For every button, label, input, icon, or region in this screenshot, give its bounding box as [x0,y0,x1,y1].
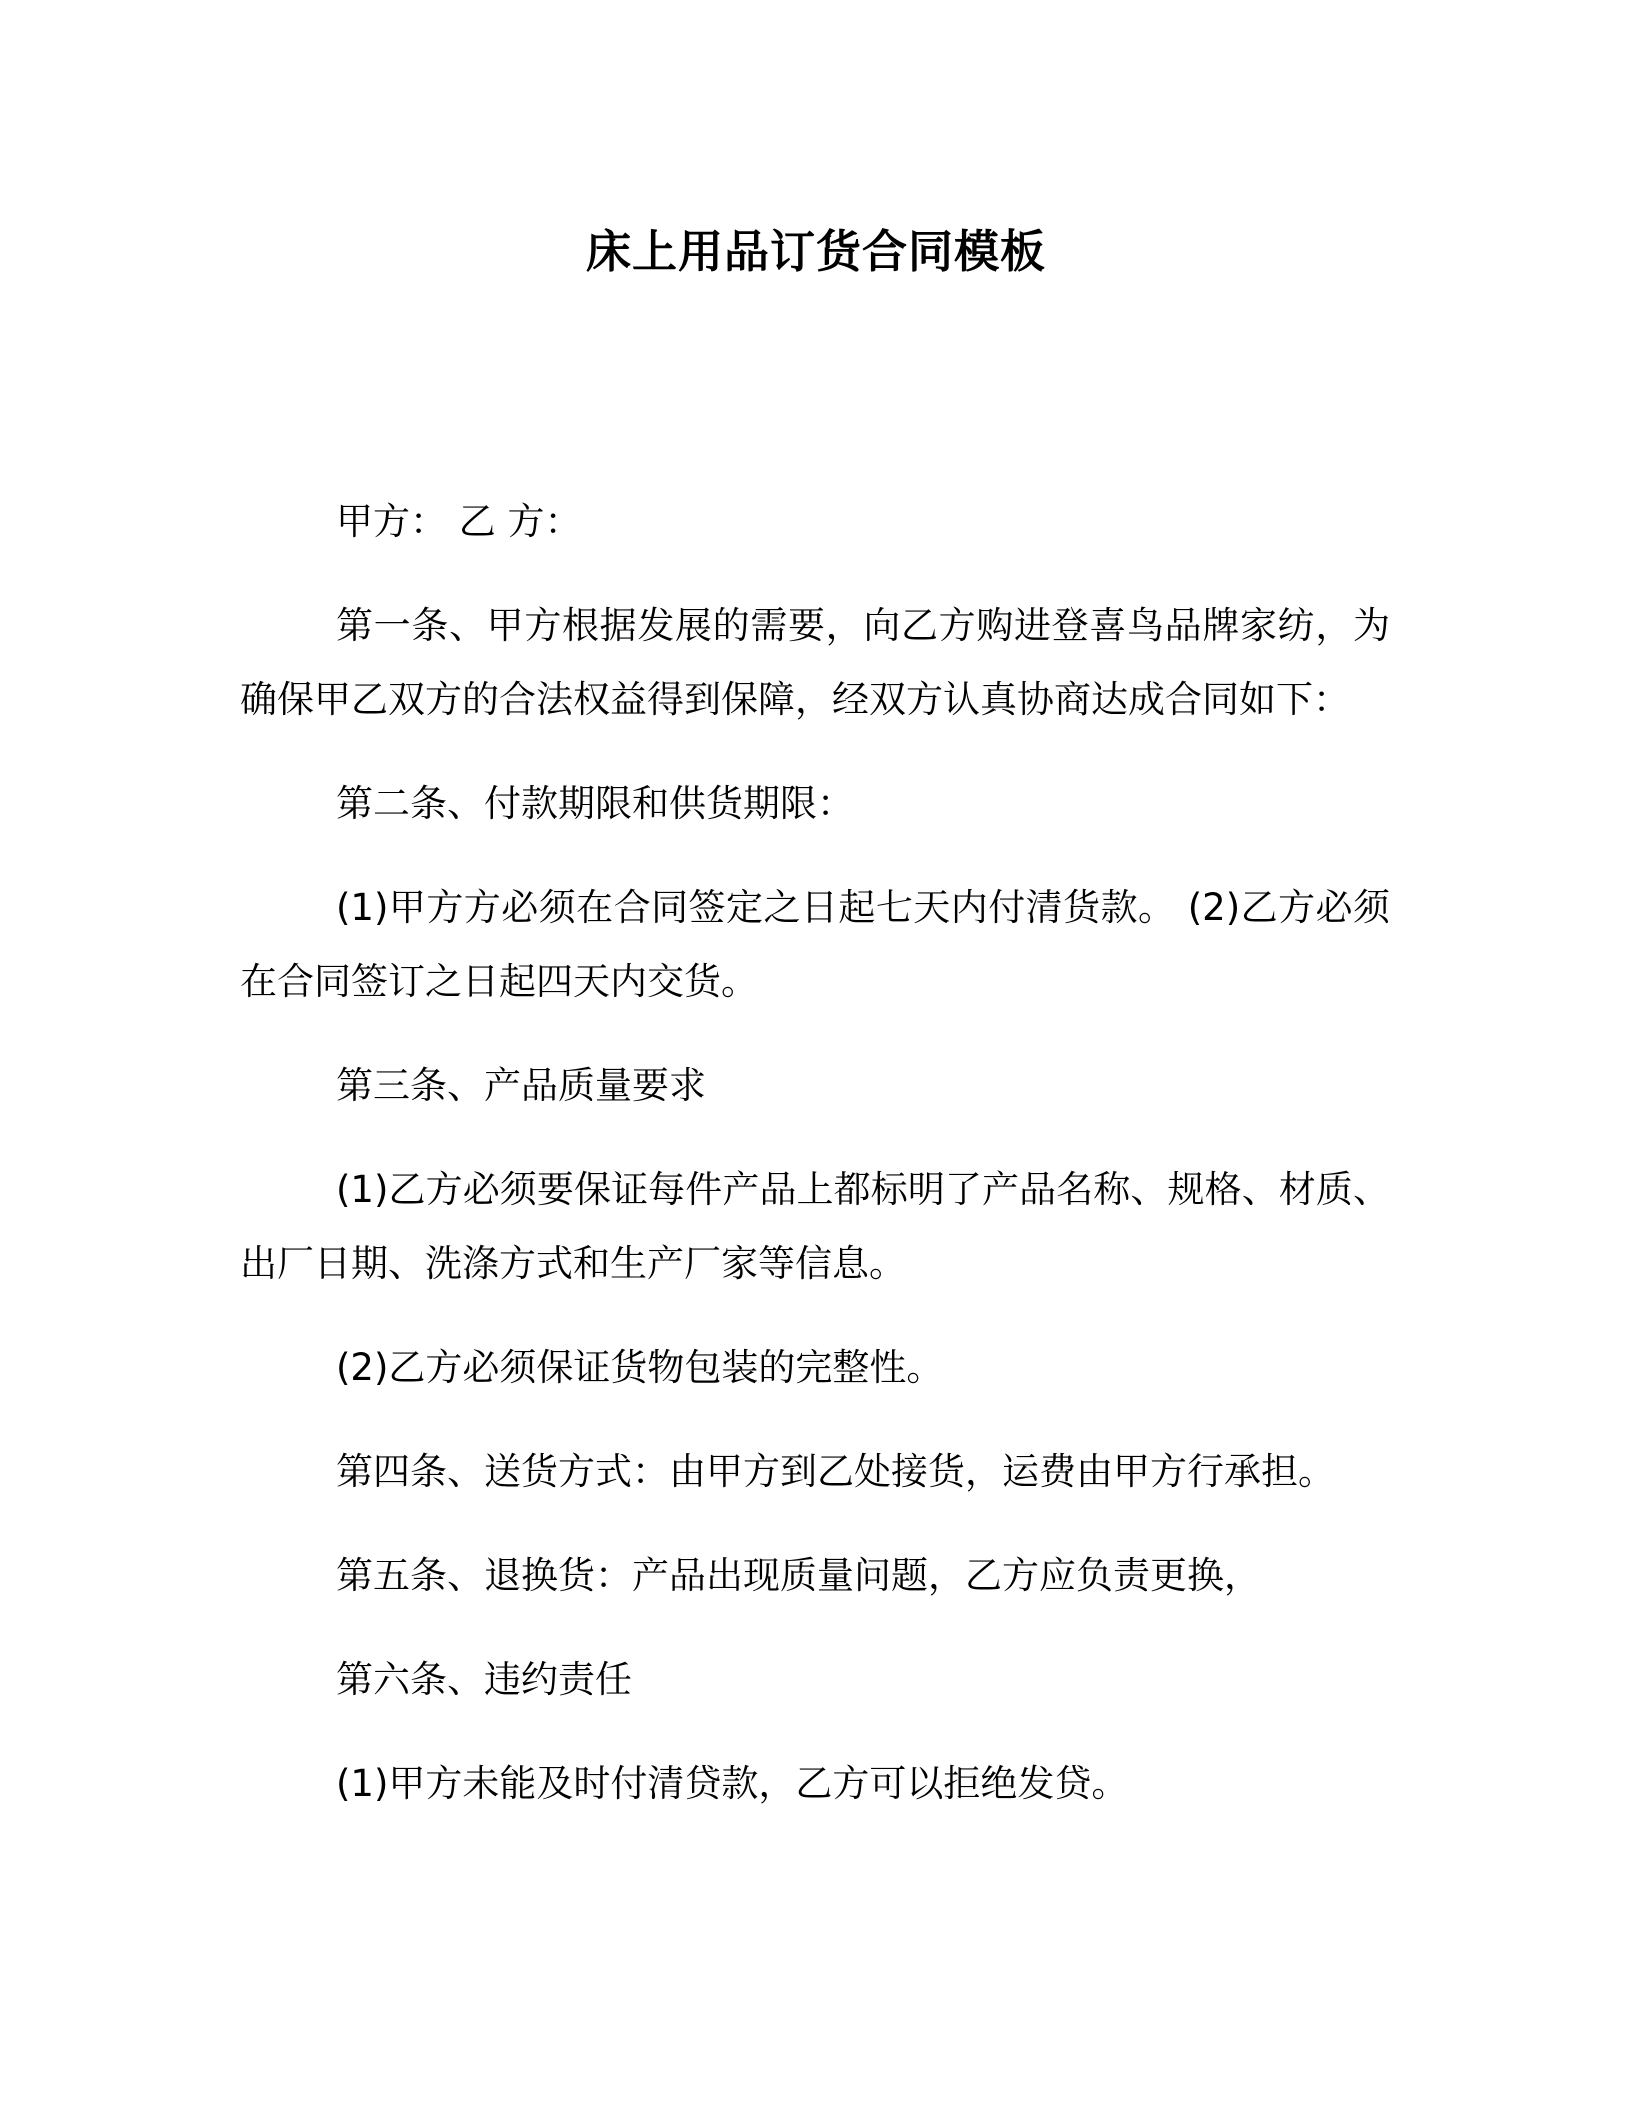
article-6-clause-1: (1)甲方未能及时付清贷款，乙方可以拒绝发贷。 [336,1762,1129,1805]
article-3-heading: 第三条、产品质量要求 [336,1064,706,1107]
article-5: 第五条、退换货：产品出现质量问题，乙方应负责更换， [336,1554,1261,1597]
article-6-heading: 第六条、违约责任 [336,1658,632,1701]
article-2-heading: 第二条、付款期限和供货期限： [336,782,854,825]
article-1: 第一条、甲方根据发展的需要，向乙方购进登喜鸟品牌家纺，为确保甲乙双方的合法权益得到保障，经双方认真协商达成合同如下： [240,604,1390,721]
article-4: 第四条、送货方式：由甲方到乙处接货，运费由甲方行承担。 [336,1450,1335,1493]
article-3-clause-2: (2)乙方必须保证货物包装的完整性。 [336,1346,944,1389]
parties-line: 甲方： 乙 方： [336,500,582,543]
article-2-clause: (1)甲方方必须在合同签定之日起七天内付清货款。 (2)乙方必须在合同签订之日起四天内交货。 [240,886,1390,1003]
document-title: 床上用品订货合同模板 [585,225,1046,278]
article-3-clause-1: (1)乙方必须要保证每件产品上都标明了产品名称、规格、材质、出厂日期、洗涤方式和生产厂家等信息。 [240,1168,1390,1285]
document-body [240,485,1390,1851]
